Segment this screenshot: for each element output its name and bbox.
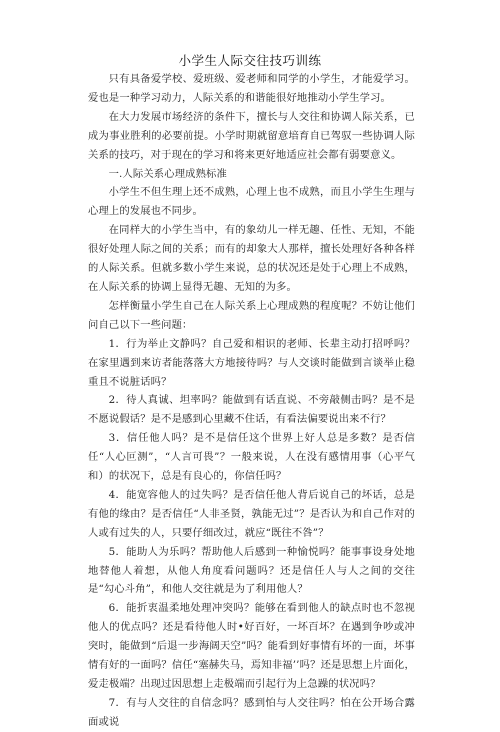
paragraph: 小学生不但生理上还不成熟，心理上也不成熟，而且小学生生理与心理上的发展也不同步。 bbox=[88, 186, 415, 218]
list-item-7: 7．有与人交往的自信念吗？感到怕与人交往吗？怕在公开场合露面或说 bbox=[88, 696, 415, 728]
list-item-6: 6．能折衷温柔地处理冲突吗？能够在看到他人的缺点时也不忽视他人的优点吗？还是看待他人时•好百好，一坏百坏？在遇到争吵或冲突时，能做到“后退一步海阔天空”吗？能看到好事情有坏的一面，坏事情有好的一面吗？信任“塞赫失马，焉知非福’’吗？还是思想上片面化，爱走极端？出现过因思想上走极端而引起行为上急躁的状况吗？ bbox=[88, 602, 415, 690]
paragraph: 在同样大的小学生当中，有的象幼儿一样无趣、任性、无知，不能很好处理人际之间的关系；而有的却象大人那样，擅长处理好各种各样的人际关系。但就多数小学生来说，总的状况还是处于心理上不成熟，在人际关系的协调上显得无趣、无知的为多。 bbox=[88, 224, 415, 293]
paragraph-intro-2: 在大力发展市场经济的条件下，擅长与人交往和协调人际关系，已成为事业胜利的必要前提。小学时期就留意培育自已驾驭一些协调人际关系的技巧，对于现在的学习和将来更好地适应社会都有弱要意义。 bbox=[88, 110, 415, 161]
section-heading: 一.人际关系心理成熟标准 bbox=[108, 167, 227, 180]
list-item-5: 5．能助人为乐吗？帮助他人后感到一种愉悦吗？能事事设身处地地替他人着想，从他人角度看问题吗？还是信任人与人之间的交往是“勾心斗角”，和他人交往就是为了利用他人？ bbox=[88, 545, 415, 596]
list-item-1: 1．行为举止文静吗？自己爱和相识的老师、长辈主动打招呼吗？在家里遇到来访者能落落大方地接待吗？与人交谈时能做到言谈举止稳重且不说脏话吗？ bbox=[88, 337, 415, 388]
paragraph: 怎样衡量小学生自己在人际关系上心理成熟的程度呢？不妨让他们问自己以下一些问题： bbox=[88, 299, 415, 331]
document-title: 小学生人际交往技巧训练 bbox=[178, 53, 322, 68]
list-item-2: 2．待人真诚、坦率吗？能做到有话直说、不旁敲侧击吗？是不是不愿说假话？是不是感到心里藏不住话，有看法偏要说出来不行？ bbox=[88, 394, 415, 426]
list-item-4: 4．能宽容他人的过失吗？是否信任他人背后说自己的坏话，总是有他的缘由？是否信任“人非圣贤，孰能无过”？是否认为和自己作对的人或有过失的人，只要仔细改过，就应“既往不咎”？ bbox=[88, 488, 415, 539]
list-item-3: 3．信任他人吗？是不是信任这个世界上好人总是多数？是否信任“人心叵测”，“人言可畏”？一般来说，人在没有感情用事（心平气和）的状况下，总是有良心的，你信任吗？ bbox=[88, 432, 415, 483]
document-body bbox=[88, 70, 415, 732]
paragraph-intro-1: 只有具备爱学校、爱班级、爱老师和同学的小学生，才能爱学习。爱也是一种学习动力，人际关系的和谐能很好地推动小学生学习。 bbox=[88, 73, 415, 104]
